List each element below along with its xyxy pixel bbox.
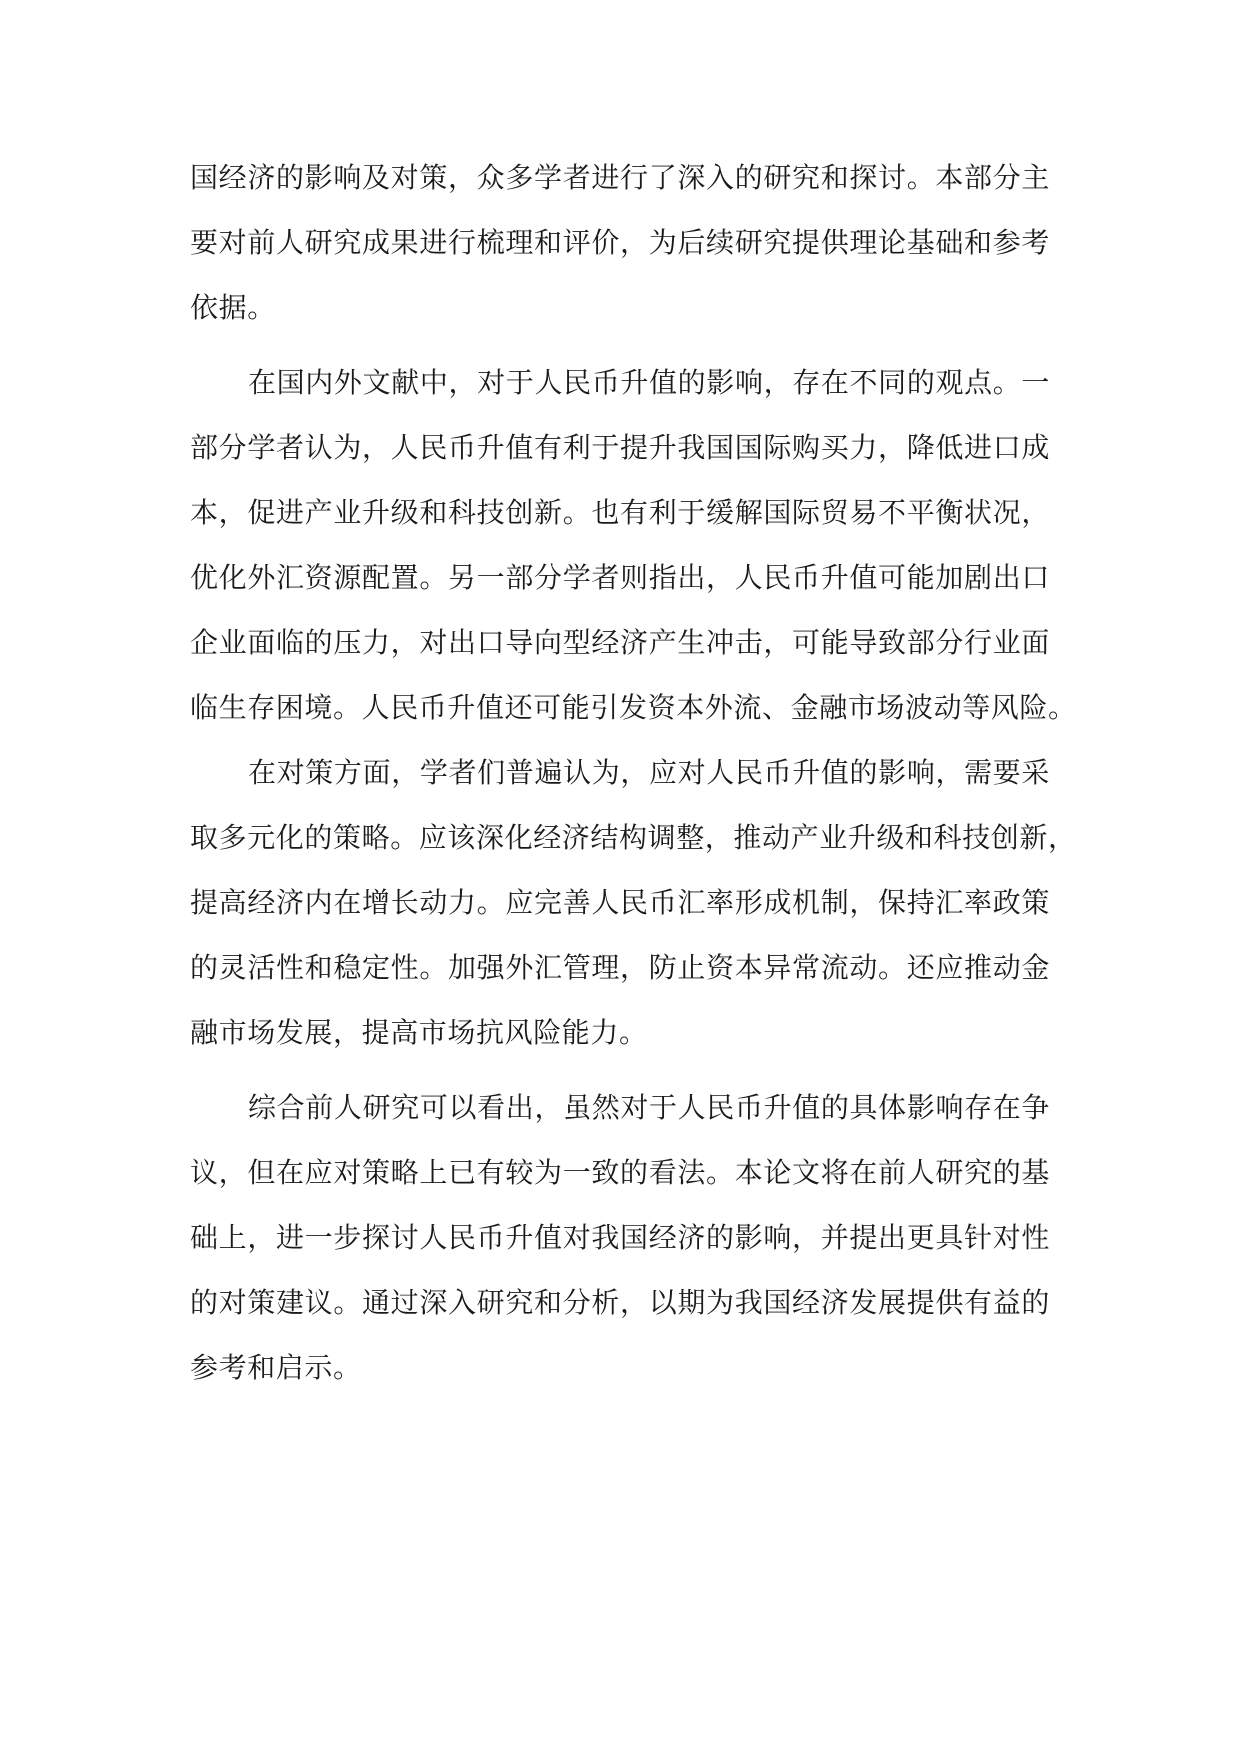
text-line: 议，但在应对策略上已有较为一致的看法。本论文将在前人研究的基 xyxy=(190,1156,1050,1189)
text-line: 础上，进一步探讨人民币升值对我国经济的影响，并提出更具针对性 xyxy=(190,1221,1050,1254)
text-line: 本，促进产业升级和科技创新。也有利于缓解国际贸易不平衡状况， xyxy=(190,496,1050,529)
text-line: 企业面临的压力，对出口导向型经济产生冲击，可能导致部分行业面 xyxy=(190,626,1050,659)
text-line: 优化外汇资源配置。另一部分学者则指出，人民币升值可能加剧出口 xyxy=(190,561,1050,594)
body-text xyxy=(190,145,1077,1400)
text-line: 综合前人研究可以看出，虽然对于人民币升值的具体影响存在争 xyxy=(248,1091,1050,1124)
text-line: 在对策方面，学者们普遍认为，应对人民币升值的影响，需要采 xyxy=(248,756,1050,789)
text-line: 要对前人研究成果进行梳理和评价，为后续研究提供理论基础和参考 xyxy=(190,226,1050,259)
paragraph-3 xyxy=(190,740,1077,1065)
paragraph-1 xyxy=(190,145,1050,340)
text-line: 的对策建议。通过深入研究和分析，以期为我国经济发展提供有益的 xyxy=(190,1286,1050,1319)
text-line: 提高经济内在增长动力。应完善人民币汇率形成机制，保持汇率政策 xyxy=(190,886,1050,919)
text-line: 在国内外文献中，对于人民币升值的影响，存在不同的观点。一 xyxy=(248,366,1050,399)
paragraph-2 xyxy=(190,350,1077,740)
text-line: 部分学者认为，人民币升值有利于提升我国国际购买力，降低进口成 xyxy=(190,431,1050,464)
text-line: 参考和启示。 xyxy=(190,1351,362,1384)
text-line: 依据。 xyxy=(190,291,276,324)
text-line: 融市场发展，提高市场抗风险能力。 xyxy=(190,1016,648,1049)
text-line: 临生存困境。人民币升值还可能引发资本外流、金融市场波动等风险。 xyxy=(190,691,1077,724)
paragraph-4 xyxy=(190,1075,1050,1400)
text-line: 国经济的影响及对策，众多学者进行了深入的研究和探讨。本部分主 xyxy=(190,161,1050,194)
text-line: 的灵活性和稳定性。加强外汇管理，防止资本异常流动。还应推动金 xyxy=(190,951,1050,984)
text-line: 取多元化的策略。应该深化经济结构调整，推动产业升级和科技创新， xyxy=(190,821,1077,854)
